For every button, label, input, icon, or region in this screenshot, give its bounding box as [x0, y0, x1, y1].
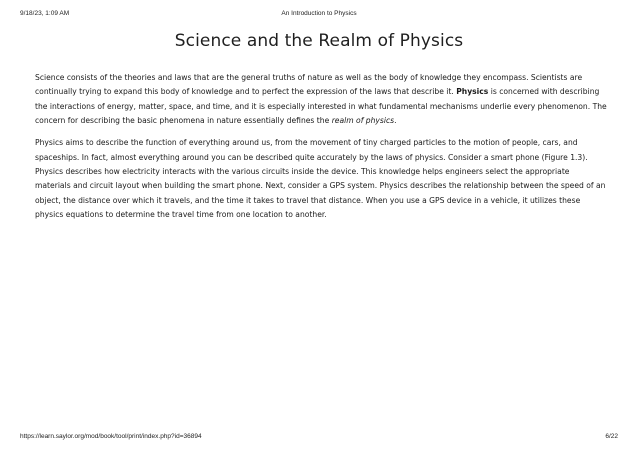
realm-of-physics-term: realm of physics — [331, 116, 395, 126]
page-number: 6/22 — [605, 433, 618, 440]
paragraph-1-text-b: is concerned with describing the interactions of energy, matter, space, and time, and it is especially interested in what fundamental mechanisms underlie every phenomenon. The concern for describing the basic phenomena in nature essentially defines the — [35, 87, 607, 126]
article-body — [35, 71, 607, 230]
paragraph-2: Physics aims to describe the function of everything around us, from the movement of tiny charged particles to the motion of people, cars, and spaceships. In fact, almost everything around you can be described quite accurately by the laws of physics. Consider a smart phone (Figure 1.3). Physics describes how electricity interacts with the various circuits inside the device. This knowledge helps engineers select the appropriate materials and circuit layout when building the smart phone. Next, consider a GPS system. Physics describes the relationship between the speed of an object, the distance over which it travels, and the time it takes to travel that distance. When you use a GPS device in a vehicle, it utilizes these physics equations to determine the travel time from one location to another. — [35, 138, 606, 220]
physics-term: Physics — [456, 87, 489, 97]
page-title: Science and the Realm of Physics — [174, 31, 464, 51]
paragraph-1-text-c: . — [394, 116, 397, 126]
print-datetime: 9/18/23, 1:09 AM — [20, 10, 70, 17]
paragraph-1-text-a: Science consists of the theories and laws that are the general truths of nature as well as the body of knowledge they encompass. Scientists are continually trying to expand this body of knowledge and to perfect the expression of the laws that describe it. — [35, 73, 583, 97]
print-doc-title: An Introduction to Physics — [281, 10, 357, 17]
print-url: https://learn.saylor.org/mod/book/tool/print/index.php?id=36894 — [20, 433, 202, 440]
paragraph-1 — [35, 71, 607, 129]
